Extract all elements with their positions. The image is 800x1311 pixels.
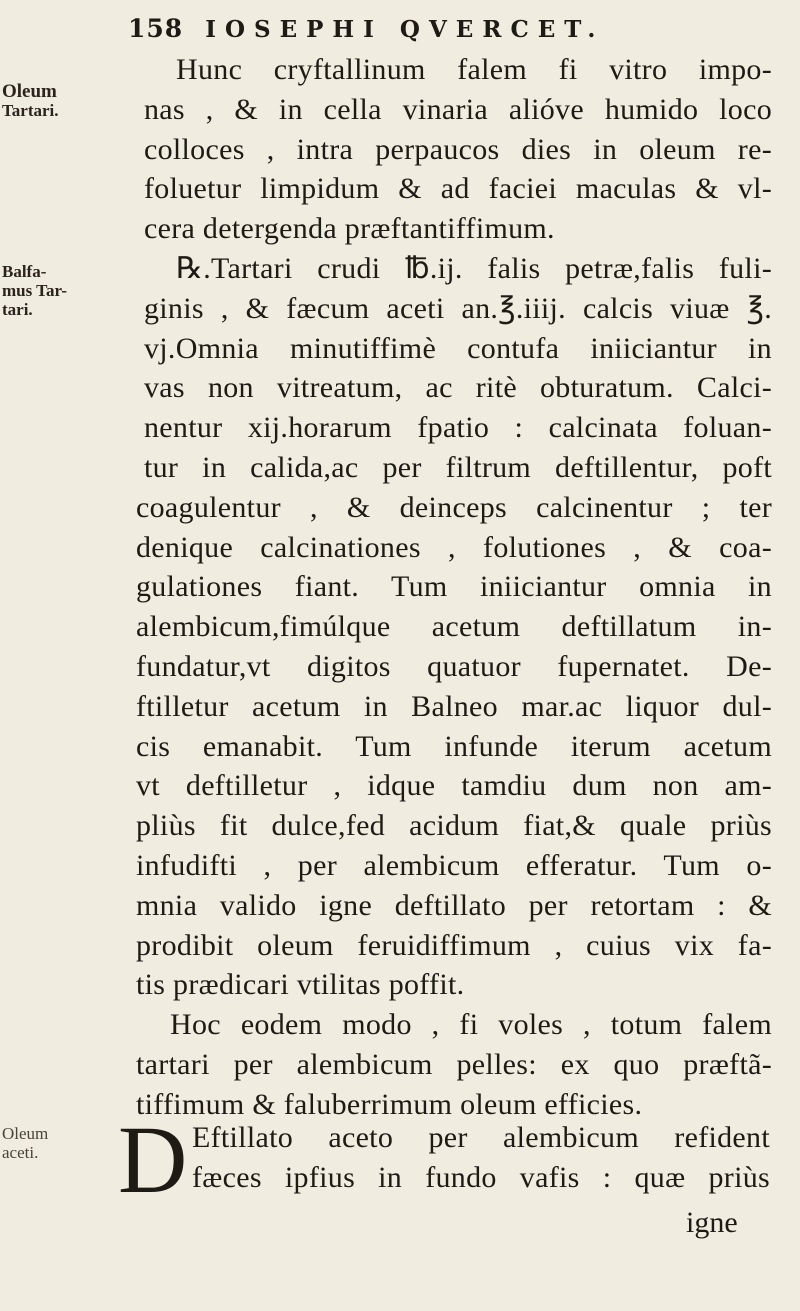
- text-line: fundatur,vt digitos quatuor fupernatet. De-: [136, 649, 772, 683]
- dropcap-paragraph: [118, 1106, 778, 1213]
- text-line: vas non vitreatum, ac ritè obturatum. Calci-: [144, 371, 772, 405]
- text-line: tartari per alembicum pelles: ex quo præftã-: [136, 1047, 772, 1081]
- text-line: pliùs fit dulce,fed acidum fiat,& quale priùs: [136, 809, 772, 843]
- text-line: ℞.Tartari crudi ℔.ij. falis petræ,falis fuli-: [176, 251, 772, 285]
- catchword: igne: [686, 1206, 738, 1239]
- text-line: tur in calida,ac per filtrum deftillentur, poft: [144, 450, 772, 484]
- text-line: mnia valido igne deftillato per retortam : &: [136, 888, 772, 922]
- text-line: ginis , & fæcum aceti an.℥.iiij. calcis viuæ ℥.: [144, 291, 772, 325]
- page-number: 158: [128, 14, 184, 43]
- margin-note-balsamus-tartari: [2, 262, 104, 319]
- margin-note-line: Oleum: [2, 81, 57, 102]
- text-line: ftilletur acetum in Balneo mar.ac liquor dul-: [136, 689, 772, 723]
- text-line: coagulentur , & deinceps calcinentur ; ter: [136, 490, 772, 524]
- text-line: tiffimum & faluberrimum oleum efficies.: [136, 1087, 643, 1121]
- text-line: gulationes fiant. Tum iniiciantur omnia in: [136, 570, 772, 604]
- margin-note-line: mus Tar-: [2, 281, 68, 300]
- text-line: cera detergenda præftantiffimum.: [144, 212, 555, 246]
- margin-note-oleum-tartari: [2, 82, 104, 120]
- text-line: cis emanabit. Tum infunde iterum acetum: [136, 729, 772, 763]
- text-line: vj.Omnia minutiffimè contufa iniiciantur in: [144, 331, 772, 365]
- margin-note-line: Tartari.: [2, 101, 59, 120]
- text-line: prodibit oleum feruidiffimum , cuius vix fa-: [136, 928, 772, 962]
- text-line: Eftillato aceto per alembicum refident: [192, 1121, 770, 1154]
- text-line: alembicum,fimúlque acetum deftillatum in-: [136, 610, 772, 644]
- margin-note-line: Oleum: [2, 1124, 49, 1143]
- body-text: [136, 50, 772, 1125]
- text-line: nas , & in cella vinaria alióve humido loco: [144, 92, 772, 126]
- text-line: colloces , intra perpaucos dies in oleum re-: [144, 132, 772, 166]
- text-line: infudifti , per alembicum efferatur. Tum o-: [136, 848, 772, 882]
- text-line: denique calcinationes , folutiones , & coa-: [136, 530, 772, 564]
- dropcap-text: [192, 1118, 770, 1198]
- text-line: Hunc cryftallinum falem fi vitro impo-: [176, 53, 772, 86]
- text-line: vt deftilletur , idque tamdiu dum non am-: [136, 769, 772, 803]
- running-head: IOSEPHI QVERCET.: [205, 16, 605, 43]
- margin-note-line: Balfa-: [2, 262, 47, 281]
- text-line: nentur xij.horarum fpatio : calcinata foluan-: [144, 411, 772, 445]
- page-header: [128, 14, 788, 48]
- margin-note-line: aceti.: [2, 1143, 39, 1162]
- text-line: fæces ipfius in fundo vafis : quæ priùs: [192, 1160, 770, 1194]
- text-line: Hoc eodem modo , fi voles , totum falem: [170, 1008, 772, 1042]
- dropcap-letter: D: [118, 1106, 188, 1213]
- text-line: foluetur limpidum & ad faciei maculas & vl-: [144, 172, 772, 206]
- text-line: tis prædicari vtilitas poffit.: [136, 968, 465, 1002]
- margin-note-line: tari.: [2, 300, 33, 319]
- margin-note-oleum-aceti: [2, 1124, 104, 1162]
